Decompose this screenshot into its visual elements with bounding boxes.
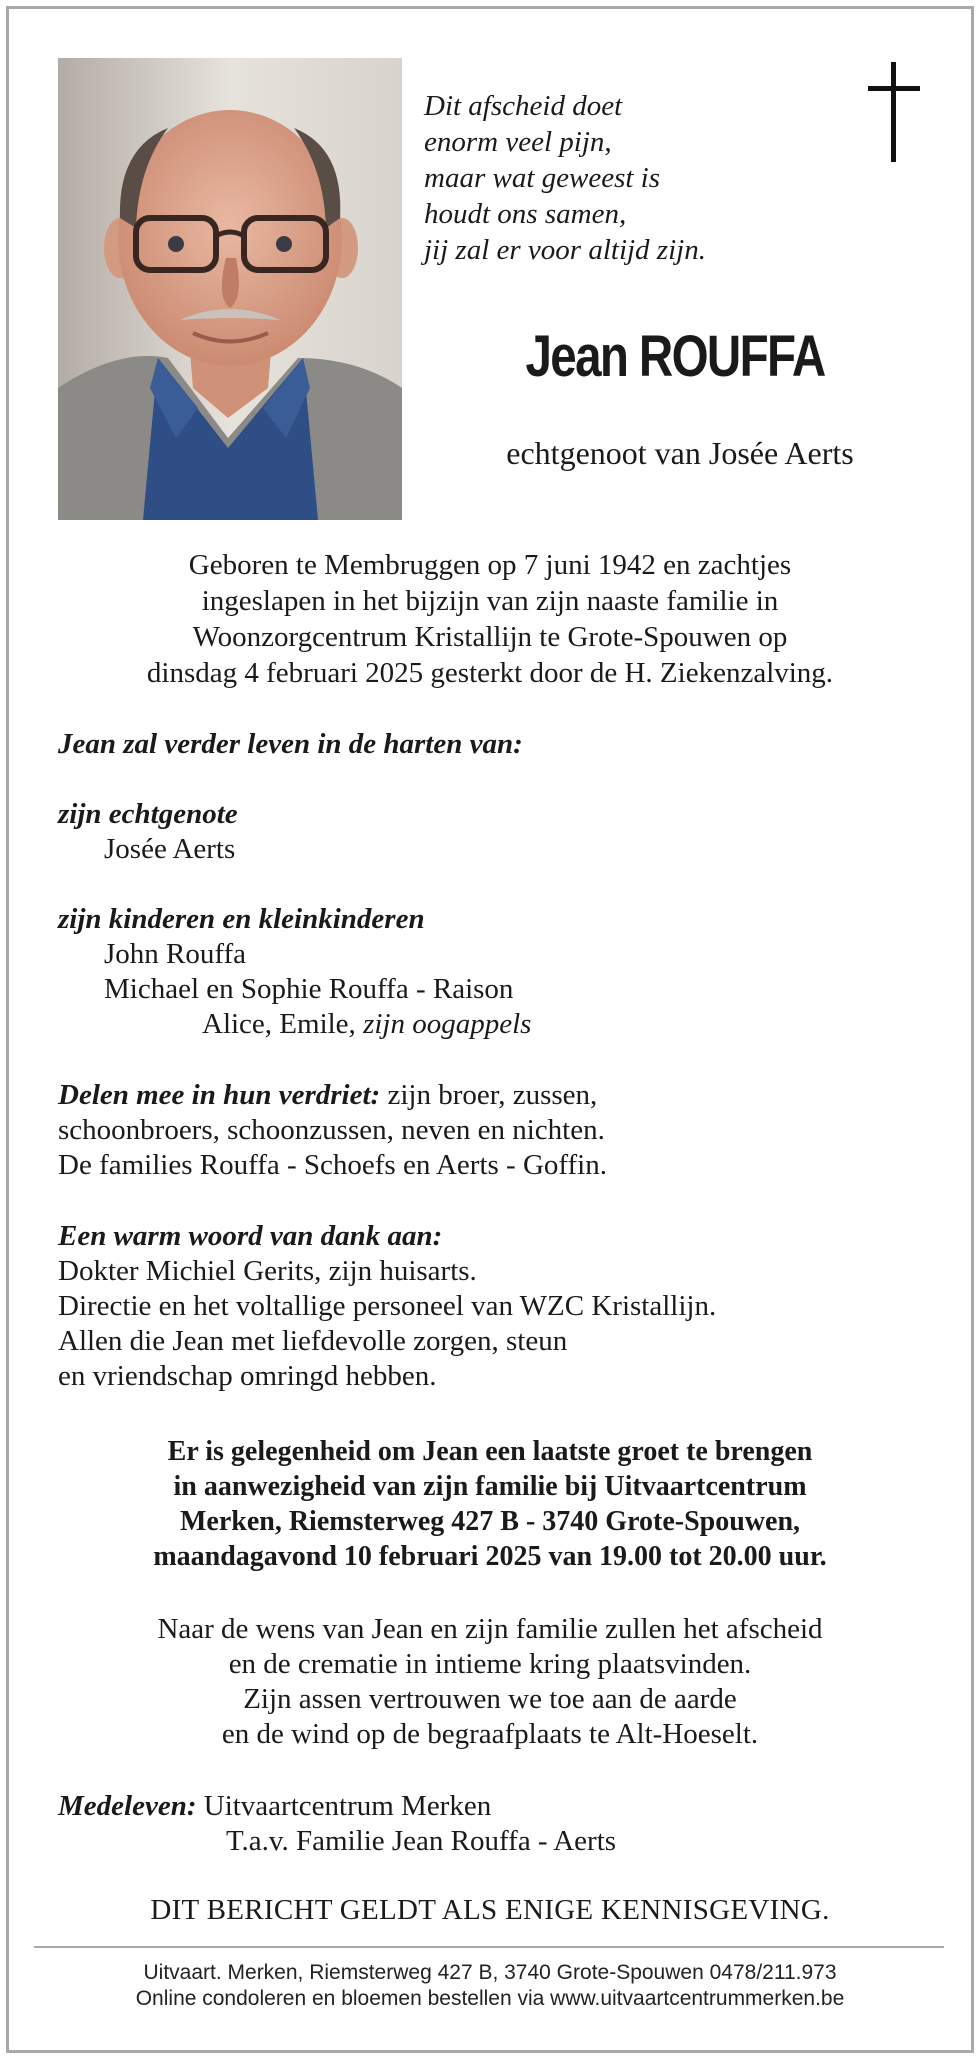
thanks-line: Dokter Michiel Gerits, zijn huisarts.: [58, 1255, 477, 1287]
farewell-line: Naar de wens van Jean en zijn familie zullen het afscheid: [157, 1613, 823, 1645]
portrait-photo: [58, 58, 402, 520]
birth-line: Woonzorgcentrum Kristallijn te Grote-Spouwen op: [192, 621, 788, 653]
children-label: zijn kinderen en kleinkinderen: [58, 903, 425, 935]
birth-line: Geboren te Membruggen op 7 juni 1942 en zachtjes: [188, 549, 792, 581]
child-name: Michael en Sophie Rouffa - Raison: [104, 973, 514, 1005]
condolences-section: [58, 1789, 616, 1859]
sorrow-text: zijn broer, zussen,: [387, 1079, 598, 1111]
thanks-line: Allen die Jean met liefdevolle zorgen, steun: [58, 1325, 568, 1357]
spouse-subtitle: echtgenoot van Josée Aerts: [506, 435, 854, 471]
cross-icon: [864, 62, 924, 162]
sorrow-line: [58, 1078, 607, 1113]
child-name: John Rouffa: [104, 938, 247, 970]
visitation-line: Er is gelegenheid om Jean een laatste groet te brengen: [167, 1436, 813, 1467]
farewell-notice: [40, 1612, 940, 1752]
thanks-line: Directie en het voltallige personeel van WZC Kristallijn.: [58, 1290, 717, 1322]
spouse-section: [58, 797, 238, 867]
visitation-line: maandagavond 10 februari 2025 van 19.00 tot 20.00 uur.: [153, 1541, 827, 1572]
visitation-line: in aanwezigheid van zijn familie bij Uitvaartcentrum: [173, 1471, 807, 1502]
poem-line: houdt ons samen,: [424, 198, 627, 230]
sorrow-line: schoonbroers, schoonzussen, neven en nichten.: [58, 1114, 605, 1146]
footer: [40, 1960, 940, 2012]
poem-line: jij zal er voor altijd zijn.: [424, 234, 706, 266]
hearts-heading-block: [58, 727, 523, 762]
spouse-name: Josée Aerts: [104, 833, 236, 865]
grandchildren: [58, 1007, 531, 1042]
hearts-heading: Jean zal verder leven in de harten van:: [58, 728, 523, 760]
thanks-line: en vriendschap omringd hebben.: [58, 1360, 437, 1392]
children-section: [58, 902, 531, 1042]
condolences-text: Uitvaartcentrum Merken: [203, 1790, 492, 1822]
farewell-line: en de wind op de begraafplaats te Alt-Hoeselt.: [221, 1718, 759, 1750]
condolences-label: Medeleven:: [58, 1790, 197, 1822]
birth-line: ingeslapen in het bijzijn van zijn naaste familie in: [201, 585, 779, 617]
thanks-label: Een warm woord van dank aan:: [58, 1220, 443, 1252]
birth-line: dinsdag 4 februari 2025 gesterkt door de H. Ziekenzalving.: [146, 657, 834, 689]
visitation-notice: [40, 1434, 940, 1574]
footer-address: Uitvaart. Merken, Riemsterweg 427 B, 3740 Grote-Spouwen 0478/211.973: [143, 1961, 837, 1984]
visitation-line: Merken, Riemsterweg 427 B - 3740 Grote-Spouwen,: [179, 1506, 801, 1537]
thanks-section: [58, 1219, 716, 1394]
farewell-line: en de crematie in intieme kring plaatsvinden.: [228, 1648, 752, 1680]
condolences-line: T.a.v. Familie Jean Rouffa - Aerts: [226, 1825, 617, 1857]
notice-statement: DIT BERICHT GELDT ALS ENIGE KENNISGEVING.: [150, 1894, 830, 1926]
grandchildren-note: zijn oogappels: [363, 1008, 532, 1040]
poem-line: maar wat geweest is: [424, 162, 661, 194]
farewell-line: Zijn assen vertrouwen we toe aan de aarde: [243, 1683, 737, 1715]
birth-announcement: [40, 547, 940, 691]
poem-line: Dit afscheid doet: [424, 90, 623, 122]
condolences-line: [58, 1789, 616, 1824]
grandchildren-names: Alice, Emile,: [202, 1008, 356, 1040]
sorrow-label: Delen mee in hun verdriet:: [58, 1079, 381, 1111]
spouse-label: zijn echtgenote: [58, 798, 238, 830]
poem: [424, 88, 784, 268]
deceased-name: Jean ROUFFA: [525, 324, 825, 389]
poem-line: enorm veel pijn,: [424, 126, 612, 158]
footer-website[interactable]: Online condoleren en bloemen bestellen via www.uitvaartcentrummerken.be: [135, 1987, 845, 2010]
footer-divider: [34, 1946, 944, 1948]
sorrow-section: [58, 1078, 607, 1183]
sorrow-line: De families Rouffa - Schoefs en Aerts - Goffin.: [58, 1149, 607, 1181]
